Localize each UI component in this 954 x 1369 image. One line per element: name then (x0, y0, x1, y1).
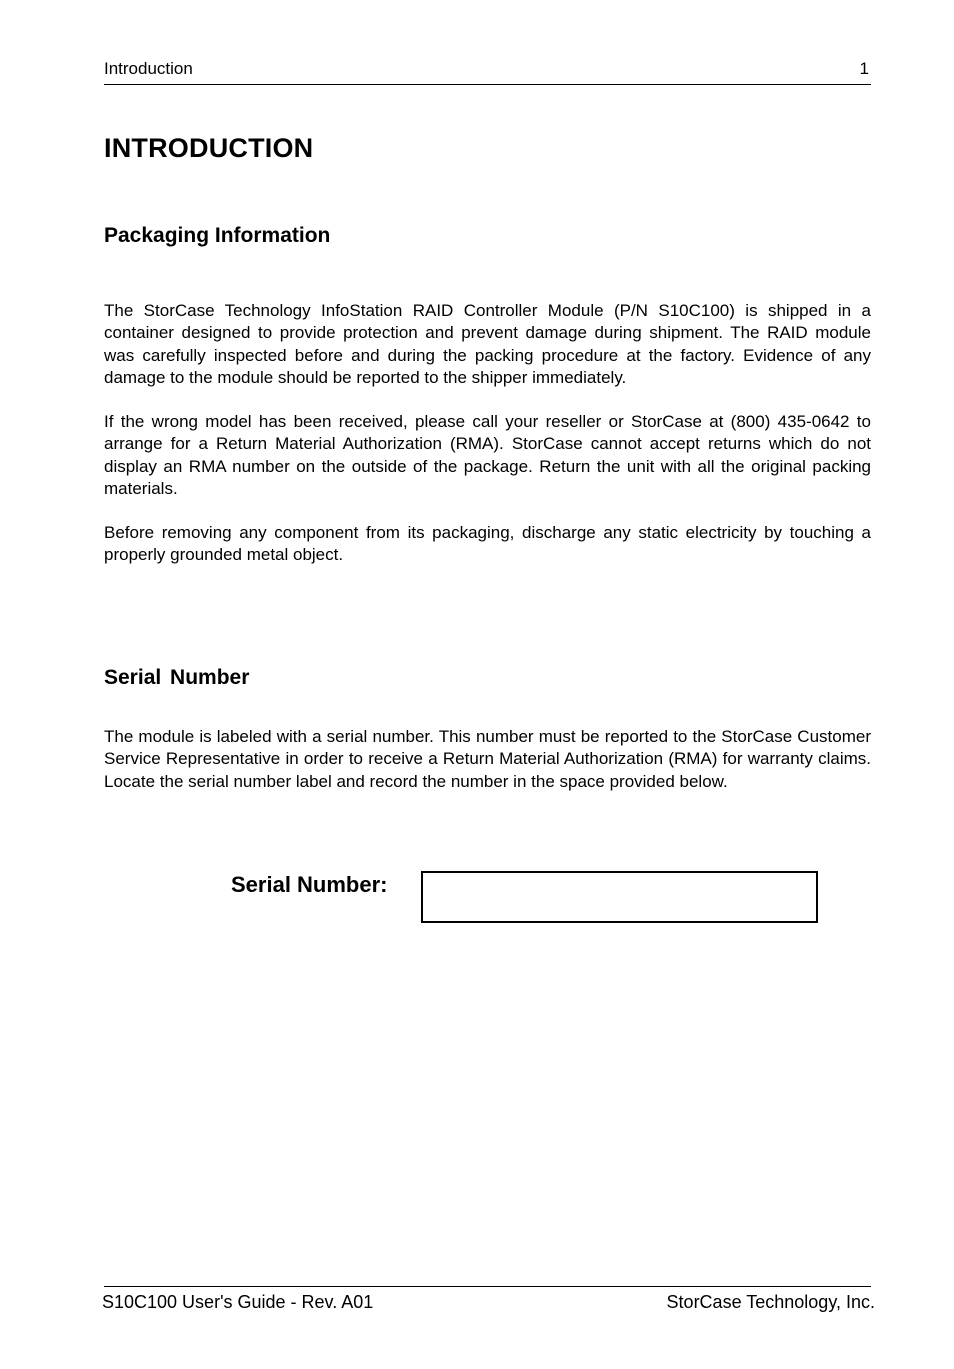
packaging-heading: Packaging Information (104, 224, 331, 247)
packaging-paragraph-1: The StorCase Technology InfoStation RAID Controller Module (P/N S10C100) is shipped in a container designed to provide protection and prevent damage during shipment. The RAID module was carefully inspected before and during the packing procedure at the factory. Evidence of any damage to the module should be reported to the shipper immediately. (104, 301, 871, 387)
serial-number-field-label: Serial Number: (231, 872, 388, 897)
packaging-paragraph-3: Before removing any component from its packaging, discharge any static electricity by touching a properly grounded metal object. (104, 523, 871, 565)
packaging-paragraph-2: If the wrong model has been received, please call your reseller or StorCase at (800) 435-0642 to arrange for a Return Material Authorization (RMA). StorCase cannot accept returns which do not display an RMA number on the outside of the package. Return the unit with all the original packing materials. (104, 412, 871, 498)
header-page-number: 1 (859, 59, 869, 78)
serial-number-paragraph: The module is labeled with a serial number. This number must be reported to the StorCase Customer Service Representative in order to receive a Return Material Authorization (RMA) for warranty claims. Locate the serial number label and record the number in the space provided below. (104, 727, 871, 791)
serial-number-heading: Serial Number (104, 666, 250, 689)
footer-document-title: S10C100 User's Guide - Rev. A01 (102, 1292, 374, 1312)
page-header (104, 58, 871, 85)
page-footer (102, 1286, 875, 1317)
page-title: INTRODUCTION (104, 133, 314, 163)
header-section-title: Introduction (104, 59, 193, 78)
serial-number-field[interactable] (421, 871, 818, 923)
footer-company-name: StorCase Technology, Inc. (666, 1292, 875, 1312)
